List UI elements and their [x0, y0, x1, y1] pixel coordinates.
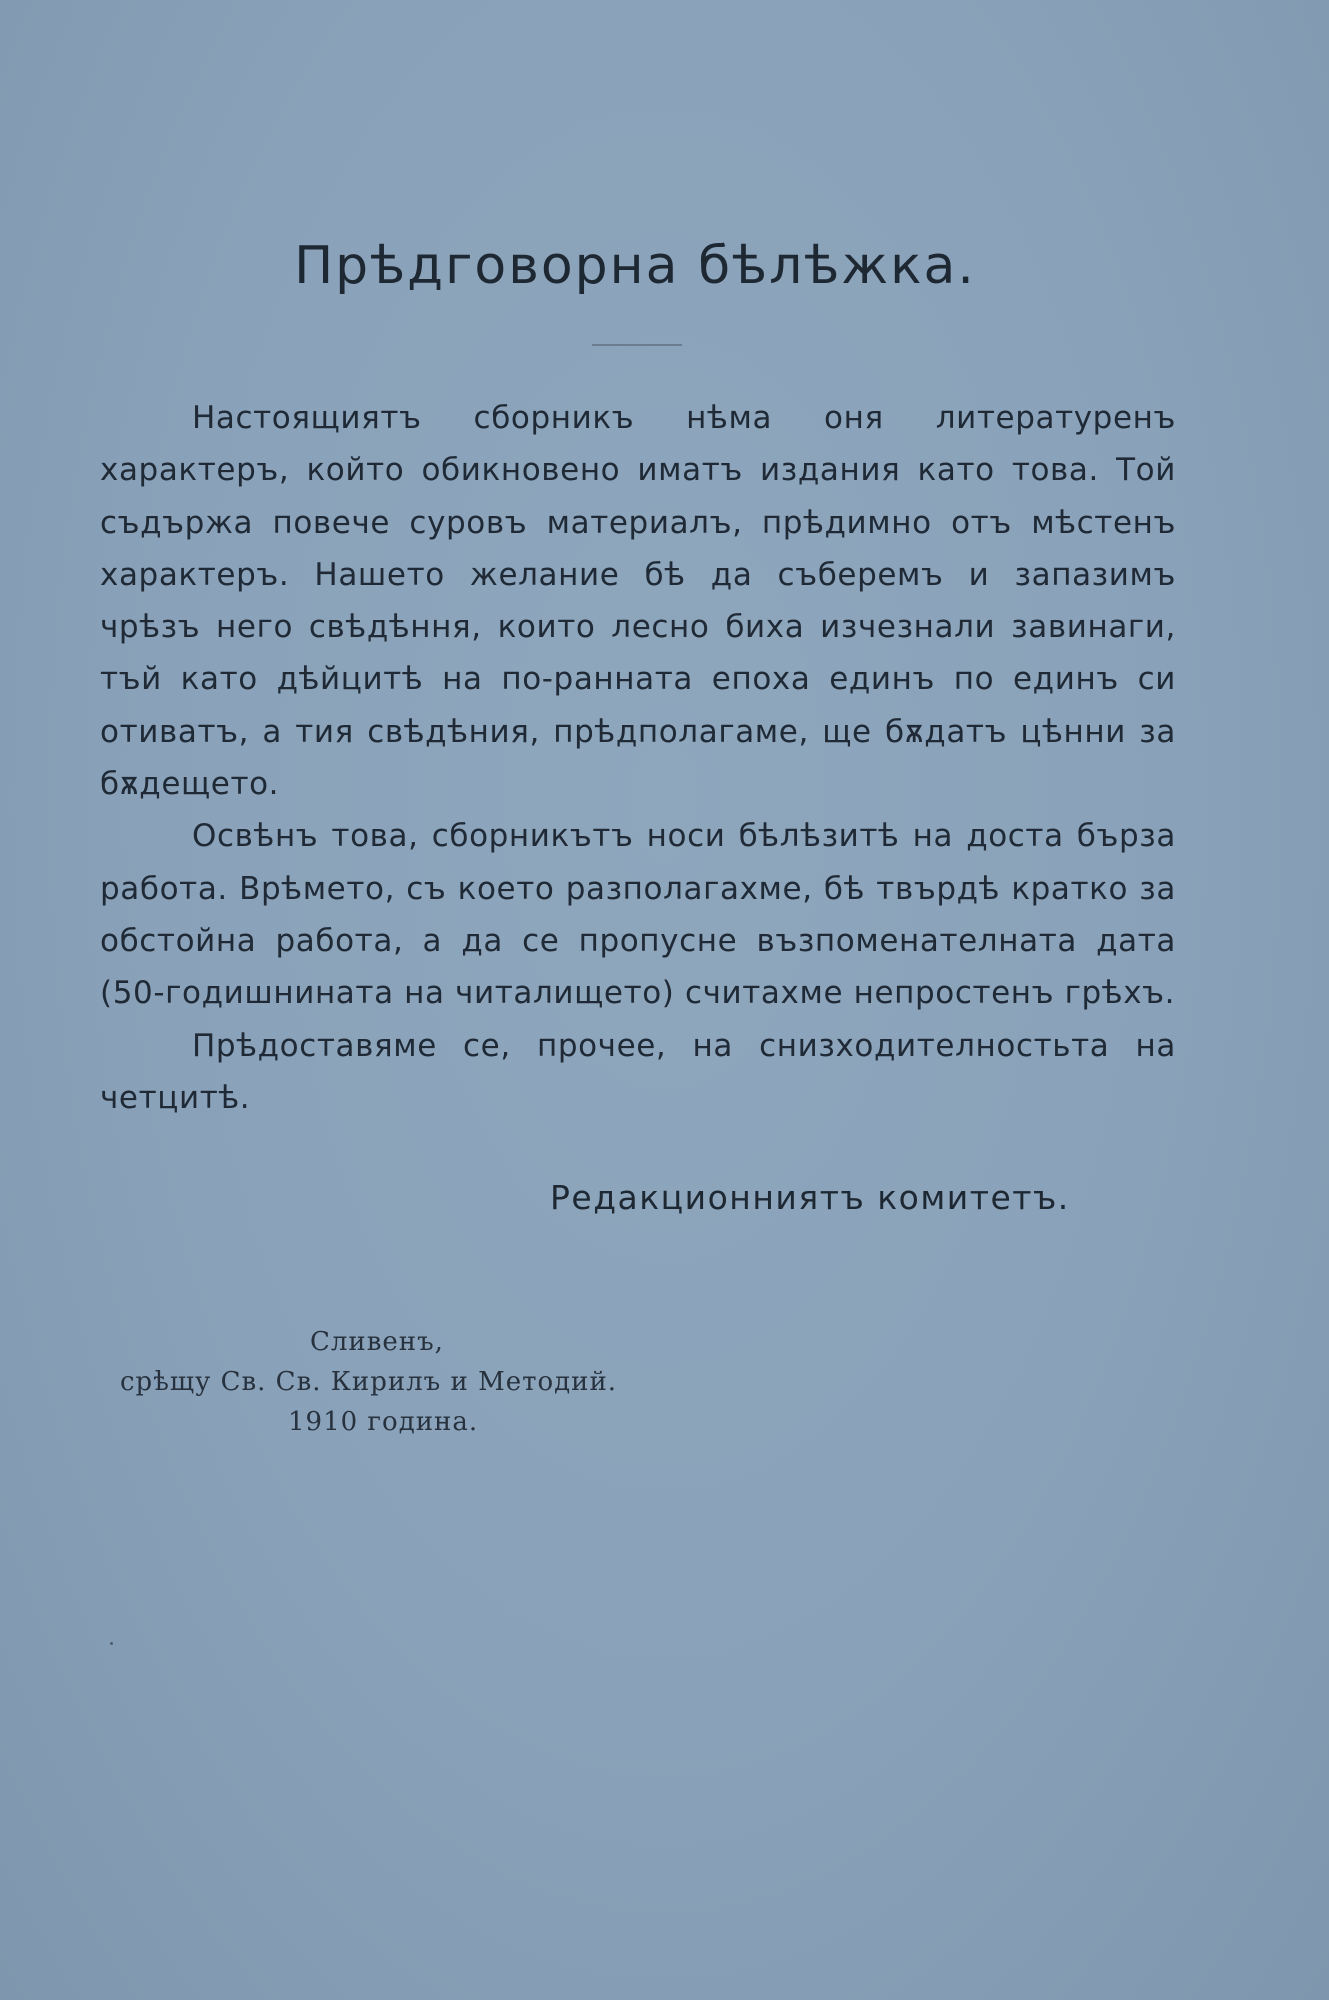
paper-speck [110, 1642, 113, 1645]
title-divider [592, 344, 682, 346]
place-line-city: Сливенъ, [310, 1327, 444, 1357]
paragraph-1: Настоящиятъ сборникъ нѣма оня литературенъ характеръ, който обикновено иматъ издания като това. Той съдържа повече суровъ материалъ, прѣдимно отъ мѣстенъ характеръ. Нашето желание бѣ да съберемъ и запазимъ чрѣзъ него свѣдѣння, които лесно биха изчезнали завинаги, тъй като дѣйцитѣ на по-ранната епоха единъ по единъ си отиватъ, а тия свѣдѣния, прѣдполагаме, ще бѫдатъ цѣнни за бѫдещето. [100, 400, 1176, 803]
paragraph-2: Освѣнъ това, сборникътъ носи бѣлѣзитѣ на доста бърза работа. Врѣмето, съ което разполагахме, бѣ твърдѣ кратко за обстойна работа, а да се пропусне възпоменателната дата (50-годишнината на читалището) считахме непростенъ грѣхъ. [100, 818, 1176, 1012]
place-line-year: 1910 година. [288, 1407, 479, 1437]
place-date-block [120, 1322, 640, 1442]
place-line-occasion: срѣщу Св. Св. Кирилъ и Методий. [120, 1367, 618, 1397]
page-title: Прѣдговорна бѣлѣжка. [294, 236, 976, 296]
preface-body [100, 392, 1176, 1124]
signature: Редакционниятъ комитетъ. [550, 1178, 1070, 1217]
paragraph-3: Прѣдоставяме се, прочее, на снизходителностьта на четцитѣ. [100, 1027, 1176, 1116]
